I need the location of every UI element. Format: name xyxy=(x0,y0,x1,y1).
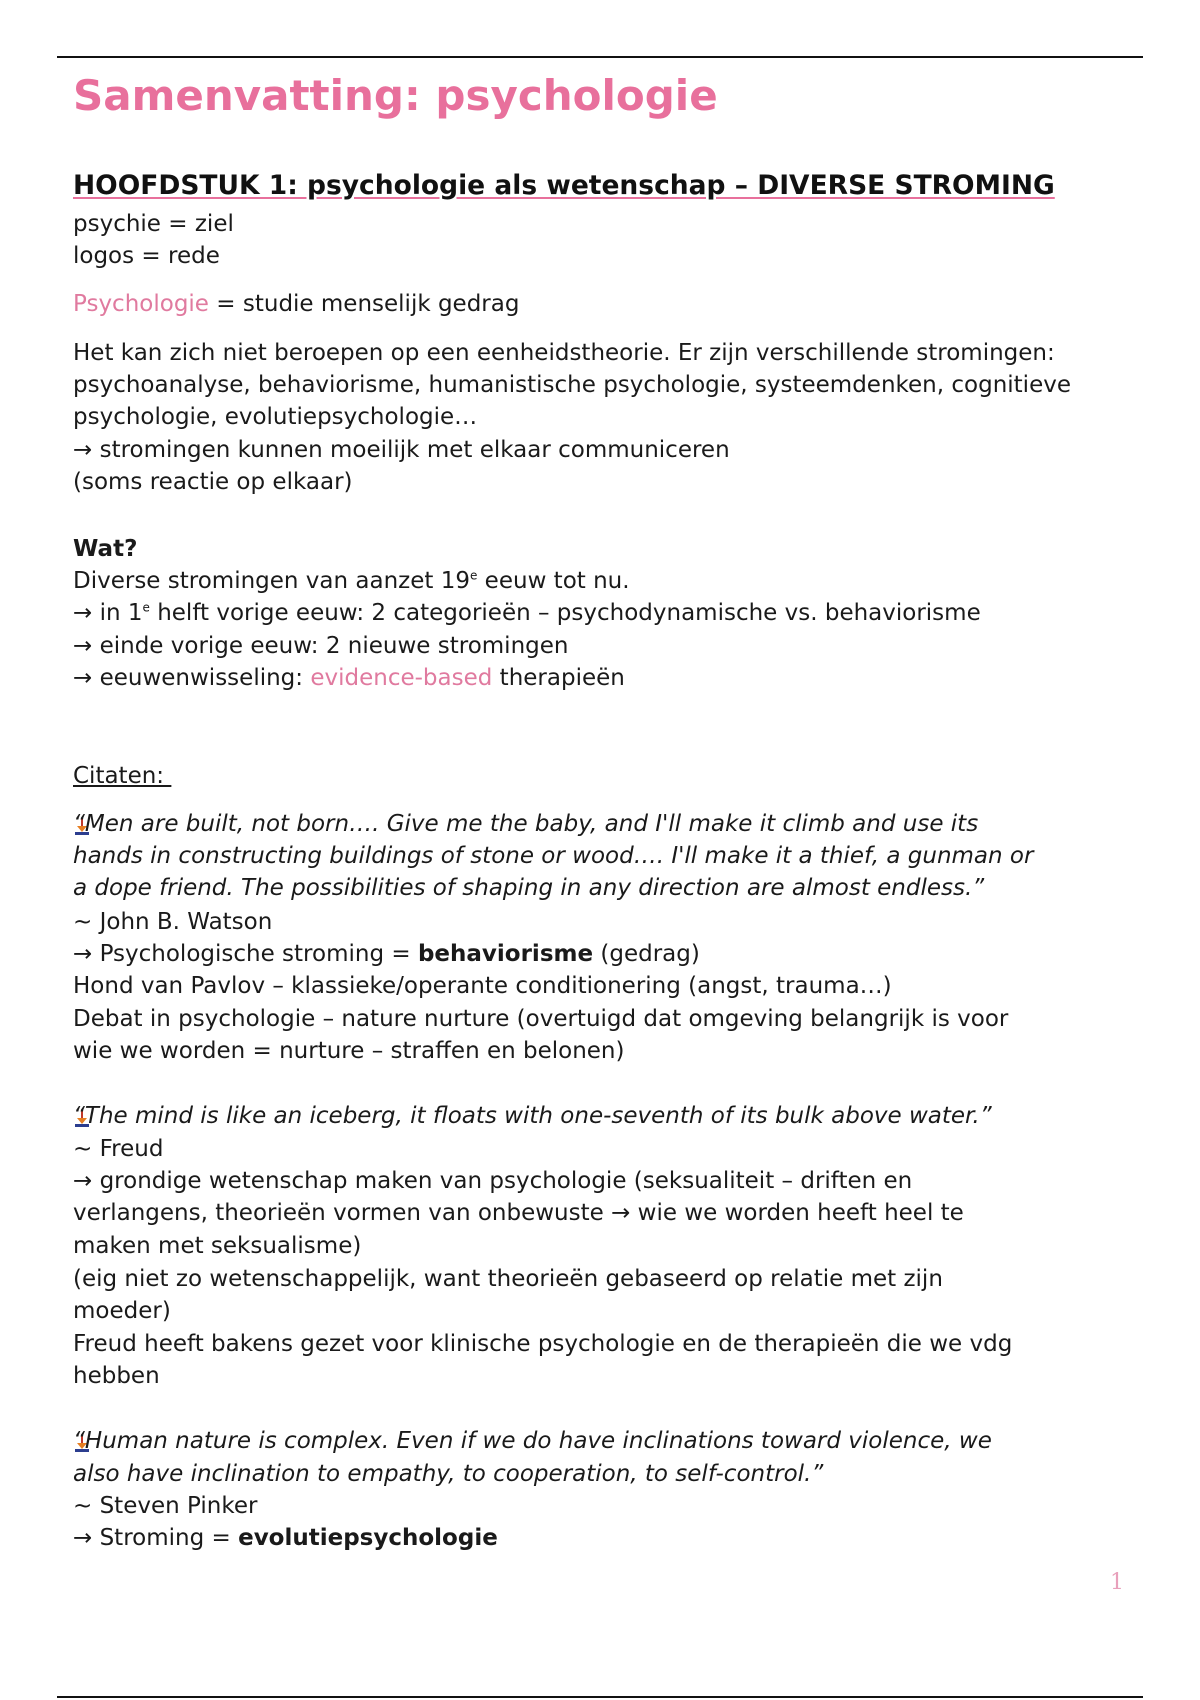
intro-line: Het kan zich niet beroepen op een eenheidstheorie. Er zijn verschillende stromingen: xyxy=(73,340,1055,366)
psychology-definition: Psychologie = studie menselijk gedrag xyxy=(73,291,520,317)
wat-line: → einde vorige eeuw: 2 nieuwe stromingen xyxy=(73,633,569,659)
chapter-heading: HOOFDSTUK 1: psychologie als wetenschap – DIVERSE STROMING xyxy=(73,170,1055,201)
wat-line: Diverse stromingen van aanzet 19e eeuw tot nu. xyxy=(73,568,630,594)
quote-author: ~ Steven Pinker xyxy=(73,1493,258,1519)
top-rule xyxy=(57,56,1143,58)
note-line: Hond van Pavlov – klassieke/operante conditionering (angst, trauma…) xyxy=(73,973,892,999)
wat-line: → eeuwenwisseling: evidence-based therapieën xyxy=(73,665,625,691)
quote-author: ~ John B. Watson xyxy=(73,909,273,935)
quote-line: a dope friend. The possibilities of shaping in any direction are almost endless.” xyxy=(73,875,985,901)
psychology-term: Psychologie xyxy=(73,291,209,317)
intro-line: psychologie, evolutiepsychologie… xyxy=(73,404,478,430)
citaten-heading: Citaten: xyxy=(73,763,172,789)
note-line: Debat in psychologie – nature nurture (overtuigd dat omgeving belangrijk is voor xyxy=(73,1006,1009,1032)
page-number: 1 xyxy=(1110,1570,1124,1595)
quote-line: “Human nature is complex. Even if we do have inclinations toward violence, we xyxy=(73,1428,992,1454)
quote-author: ~ Freud xyxy=(73,1136,164,1162)
note-line: → grondige wetenschap maken van psychologie (seksualiteit – driften en xyxy=(73,1168,913,1194)
wat-line: → in 1e helft vorige eeuw: 2 categorieën – psychodynamische vs. behaviorisme xyxy=(73,600,981,626)
definition-line: logos = rede xyxy=(73,243,220,269)
note-line: verlangens, theorieën vormen van onbewuste → wie we worden heeft heel te xyxy=(73,1200,964,1226)
intro-line: → stromingen kunnen moeilijk met elkaar communiceren xyxy=(73,437,730,463)
intro-line: psychoanalyse, behaviorisme, humanistische psychologie, systeemdenken, cognitieve xyxy=(73,372,1071,398)
bottom-rule xyxy=(57,1696,1143,1698)
quote-line: hands in constructing buildings of stone or wood…. I'll make it a thief, a gunman or xyxy=(73,843,1034,869)
note-line: moeder) xyxy=(73,1298,171,1324)
stroming-line: → Psychologische stroming = behaviorisme (gedrag) xyxy=(73,941,700,967)
evidence-based-term: evidence-based xyxy=(310,665,493,691)
quote-line: “The mind is like an iceberg, it floats with one-seventh of its bulk above water.” xyxy=(73,1103,992,1129)
wat-heading: Wat? xyxy=(73,536,138,562)
note-line: hebben xyxy=(73,1363,160,1389)
page-title: Samenvatting: psychologie xyxy=(73,71,718,120)
note-line: (eig niet zo wetenschappelijk, want theorieën gebaseerd op relatie met zijn xyxy=(73,1266,943,1292)
note-line: maken met seksualisme) xyxy=(73,1233,362,1259)
quote-line: also have inclination to empathy, to cooperation, to self-control.” xyxy=(73,1461,824,1487)
definition-line: psychie = ziel xyxy=(73,211,234,237)
note-line: Freud heeft bakens gezet voor klinische psychologie en de therapieën die we vdg xyxy=(73,1331,1013,1357)
intro-line: (soms reactie op elkaar) xyxy=(73,469,353,495)
stroming-line: → Stroming = evolutiepsychologie xyxy=(73,1525,498,1551)
quote-line: “Men are built, not born…. Give me the baby, and I'll make it climb and use its xyxy=(73,811,979,837)
note-line: wie we worden = nurture – straffen en belonen) xyxy=(73,1038,625,1064)
